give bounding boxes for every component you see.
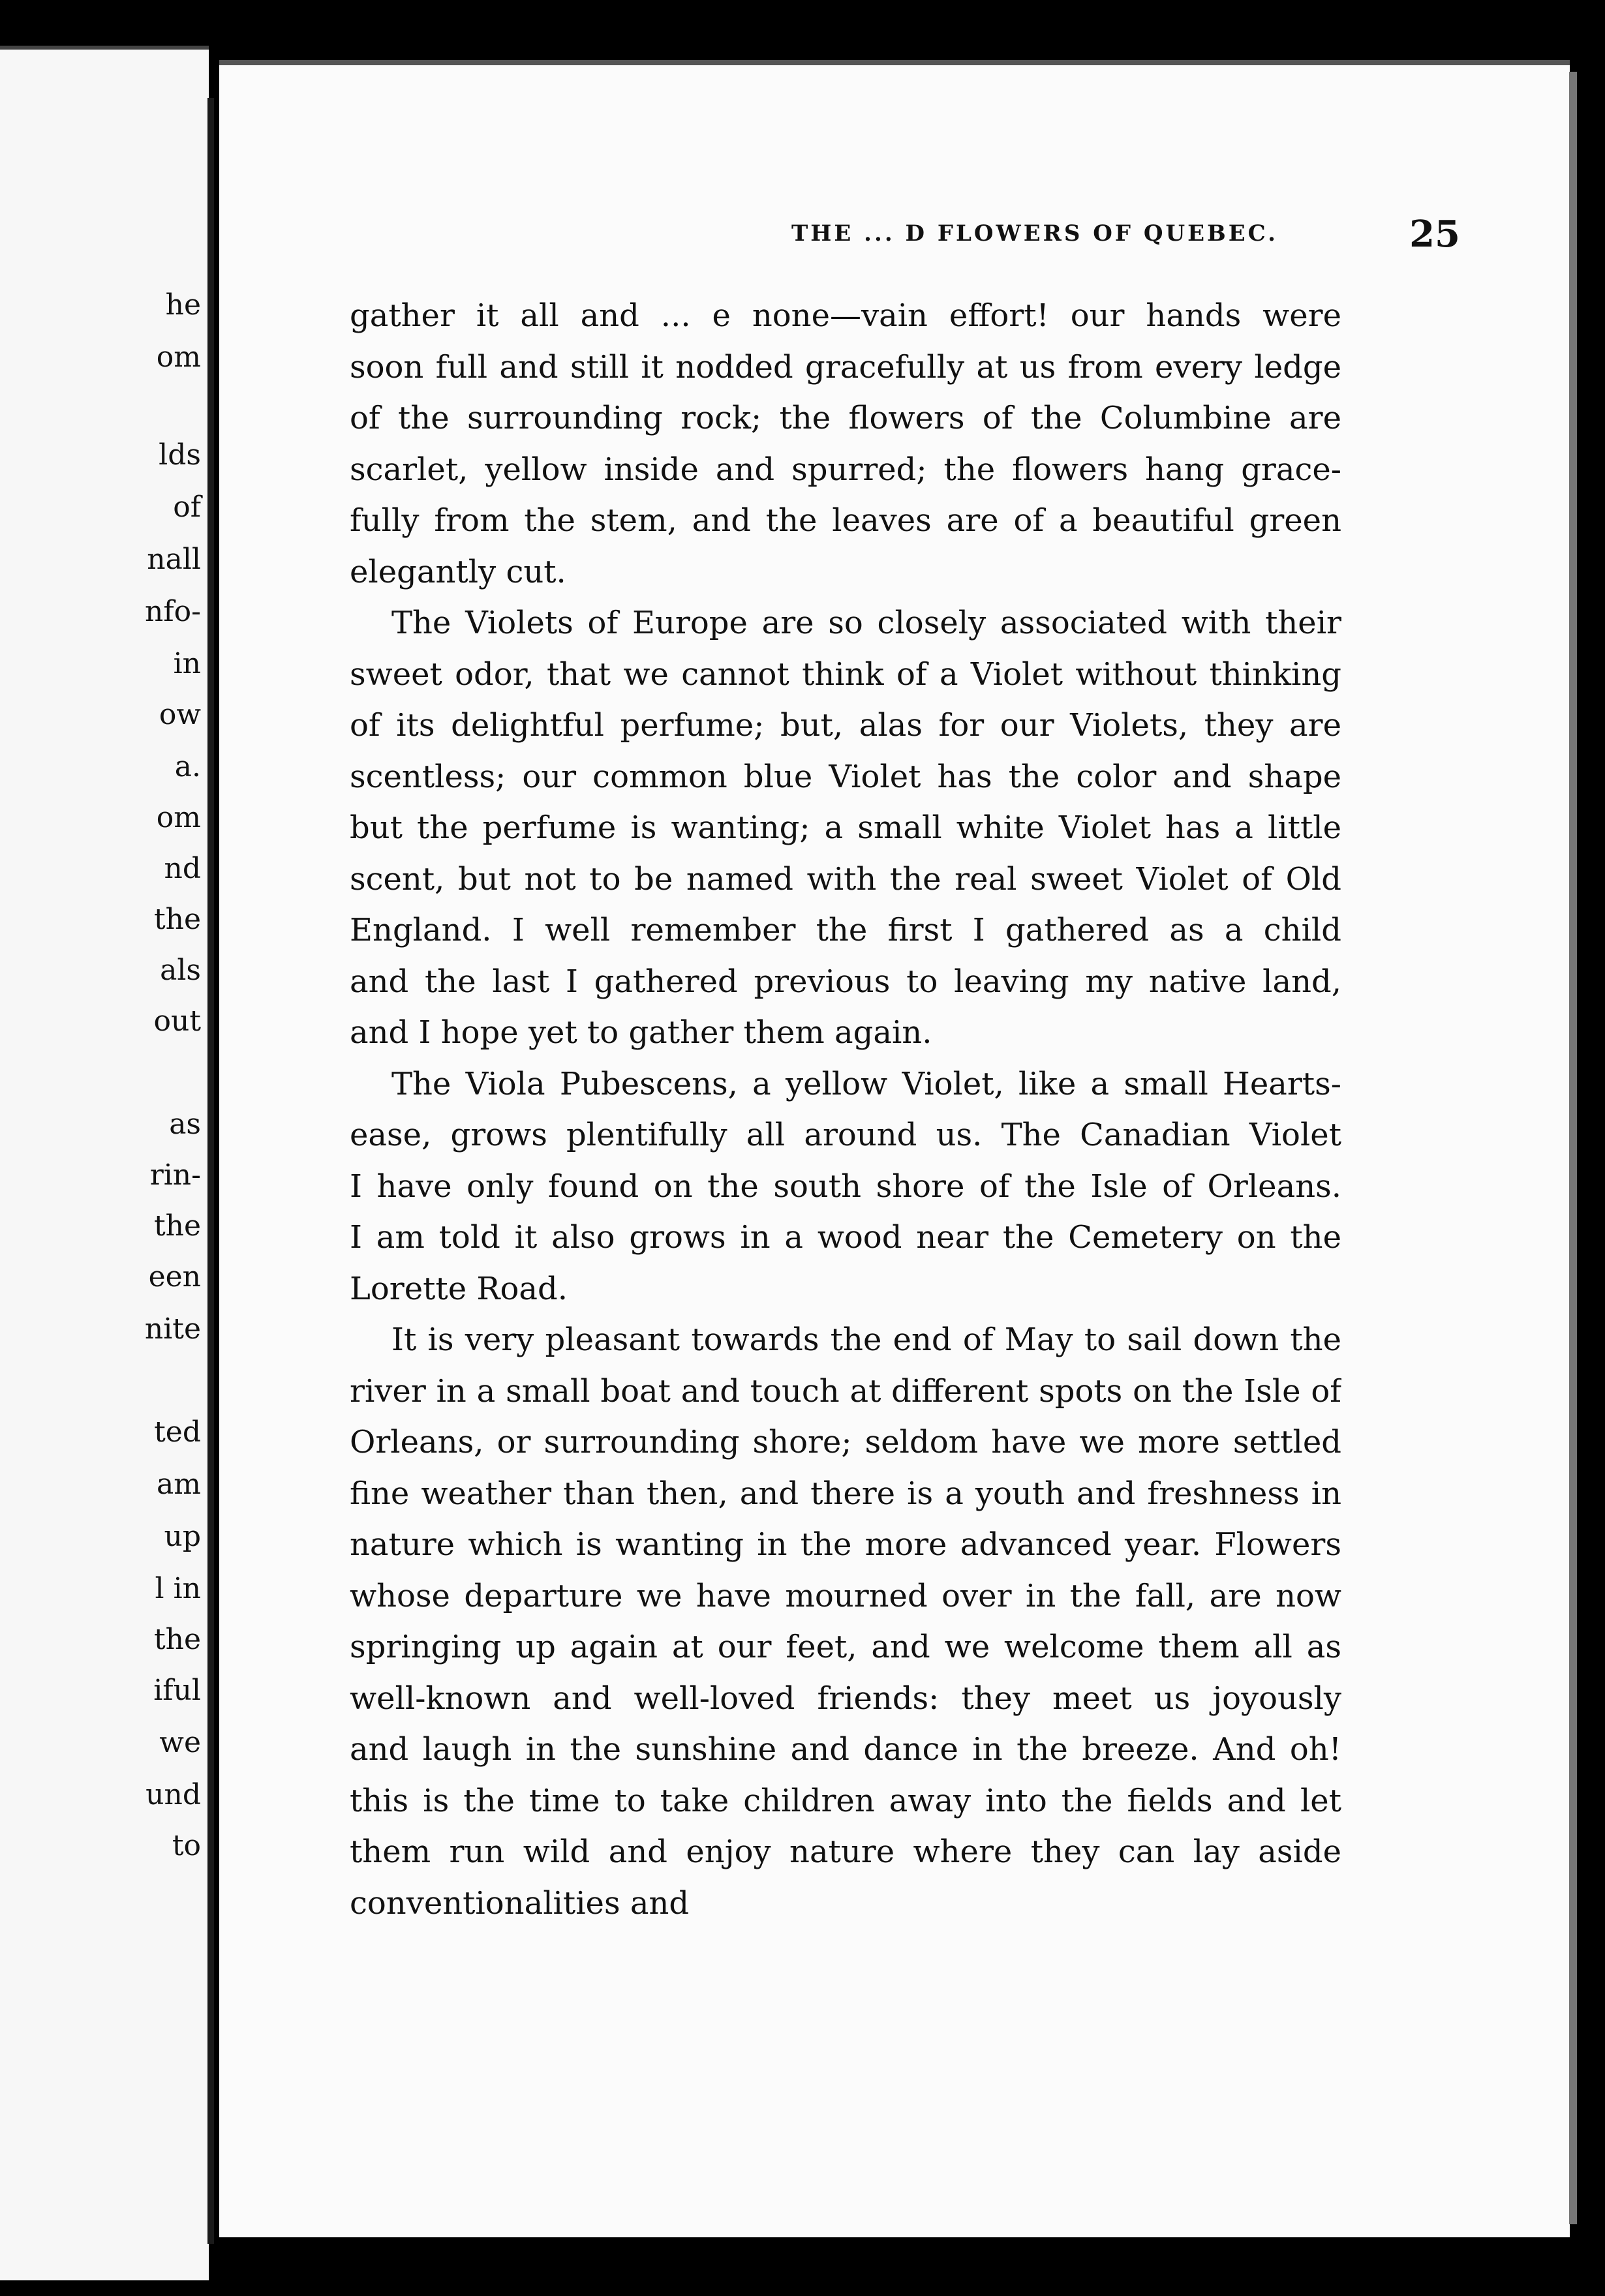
text-line: and laugh in the sunshine and dance in the breeze. And oh!: [350, 1731, 1341, 1768]
text-line: of its delightful perfume; but, alas for our Violets, they are: [350, 707, 1341, 744]
text-line: Lorette Road.: [350, 1270, 568, 1307]
book-spine: [207, 98, 214, 2244]
text-line: I am told it also grows in a wood near the Cemetery on the: [350, 1219, 1341, 1256]
left-margin-fragment: out: [153, 1004, 201, 1038]
left-margin-fragment: iful: [153, 1674, 201, 1707]
left-margin-fragment: the: [153, 903, 201, 936]
left-margin-fragment: ow: [159, 698, 201, 731]
page-header: [219, 213, 1570, 260]
text-line: springing up again at our feet, and we welcome them all as: [350, 1629, 1341, 1665]
left-margin-fragment: up: [164, 1520, 201, 1553]
text-line: I have only found on the south shore of the Isle of Orleans.: [350, 1168, 1341, 1205]
text-line: England. I well remember the first I gathered as a child: [350, 912, 1341, 948]
text-line: river in a small boat and touch at different spots on the Isle of: [350, 1372, 1341, 1410]
left-margin-fragment: in: [173, 647, 201, 680]
left-margin-fragment: the: [153, 1209, 201, 1243]
left-margin-fragment: ted: [154, 1415, 201, 1449]
text-line: well-known and well-loved friends: they meet us joyously: [350, 1680, 1341, 1717]
left-margin-fragment: een: [148, 1260, 201, 1293]
text-line: nature which is wanting in the more advanced year. Flowers: [350, 1526, 1341, 1563]
text-line: The Violets of Europe are so closely associated with their: [391, 605, 1341, 641]
left-margin-fragment: of: [173, 491, 201, 524]
left-margin-fragment: a.: [174, 750, 201, 783]
left-margin-fragment: as: [169, 1108, 201, 1141]
text-line: them run wild and enjoy nature where they can lay aside: [350, 1834, 1341, 1870]
left-margin-fragment: am: [157, 1468, 201, 1501]
left-margin-fragment: l in: [155, 1572, 201, 1605]
left-margin-fragment: nfo-: [145, 595, 201, 628]
left-margin-fragment: nd: [164, 852, 201, 885]
text-line: conventionalities and: [350, 1884, 690, 1922]
text-line: sweet odor, that we cannot think of a Violet without thinking: [350, 656, 1341, 693]
text-line: this is the time to take children away into the fields and let: [350, 1782, 1341, 1819]
left-page-fragment: [0, 46, 209, 2280]
right-page: [219, 60, 1570, 2237]
left-margin-fragment: om: [156, 340, 201, 374]
text-line: elegantly cut.: [350, 553, 566, 590]
left-margin-fragment: als: [160, 954, 201, 987]
running-head: THE ... D FLOWERS OF QUEBEC.: [791, 220, 1278, 247]
left-margin-fragment: lds: [159, 438, 201, 472]
body-text: [350, 290, 1341, 1929]
text-line: whose departure we have mourned over in the fall, are now: [350, 1577, 1341, 1614]
left-margin-fragment: we: [159, 1726, 201, 1759]
text-line: Orleans, or surrounding shore; seldom have we more settled: [350, 1424, 1341, 1460]
text-line: and I hope yet to gather them again.: [350, 1014, 932, 1051]
text-line: fine weather than then, and there is a youth and freshness in: [350, 1475, 1341, 1512]
text-line: gather it all and ... e none—vain effort! our hands were: [350, 297, 1341, 334]
left-margin-fragment: rin-: [149, 1158, 201, 1192]
text-line: of the surrounding rock; the flowers of the Columbine are: [350, 400, 1341, 436]
page-number: 25: [1409, 213, 1460, 256]
text-line: but the perfume is wanting; a small white Violet has a little: [350, 809, 1341, 846]
text-line: fully from the stem, and the leaves are of a beautiful green: [350, 502, 1341, 539]
left-margin-fragment: to: [172, 1829, 201, 1862]
text-line: It is very pleasant towards the end of May to sail down the: [391, 1322, 1341, 1358]
text-line: ease, grows plentifully all around us. The Canadian Violet: [350, 1117, 1341, 1153]
text-line: scent, but not to be named with the real sweet Violet of Old: [350, 860, 1341, 898]
text-line: soon full and still it nodded gracefully at us from every ledge: [350, 348, 1341, 385]
left-margin-fragment: nall: [147, 543, 201, 576]
text-line: scentless; our common blue Violet has the color and shape: [350, 758, 1341, 795]
text-line: and the last I gathered previous to leaving my native land,: [350, 963, 1341, 1000]
left-margin-fragment: und: [145, 1778, 201, 1811]
text-line: The Viola Pubescens, a yellow Violet, like a small Hearts-: [391, 1065, 1341, 1102]
page-edge-shadow: [1569, 72, 1577, 2224]
left-margin-fragment: the: [153, 1623, 201, 1656]
left-margin-fragment: om: [156, 801, 201, 834]
left-margin-fragment: nite: [144, 1312, 201, 1346]
left-margin-fragment: he: [165, 288, 201, 322]
text-line: scarlet, yellow inside and spurred; the flowers hang grace-: [350, 451, 1341, 488]
